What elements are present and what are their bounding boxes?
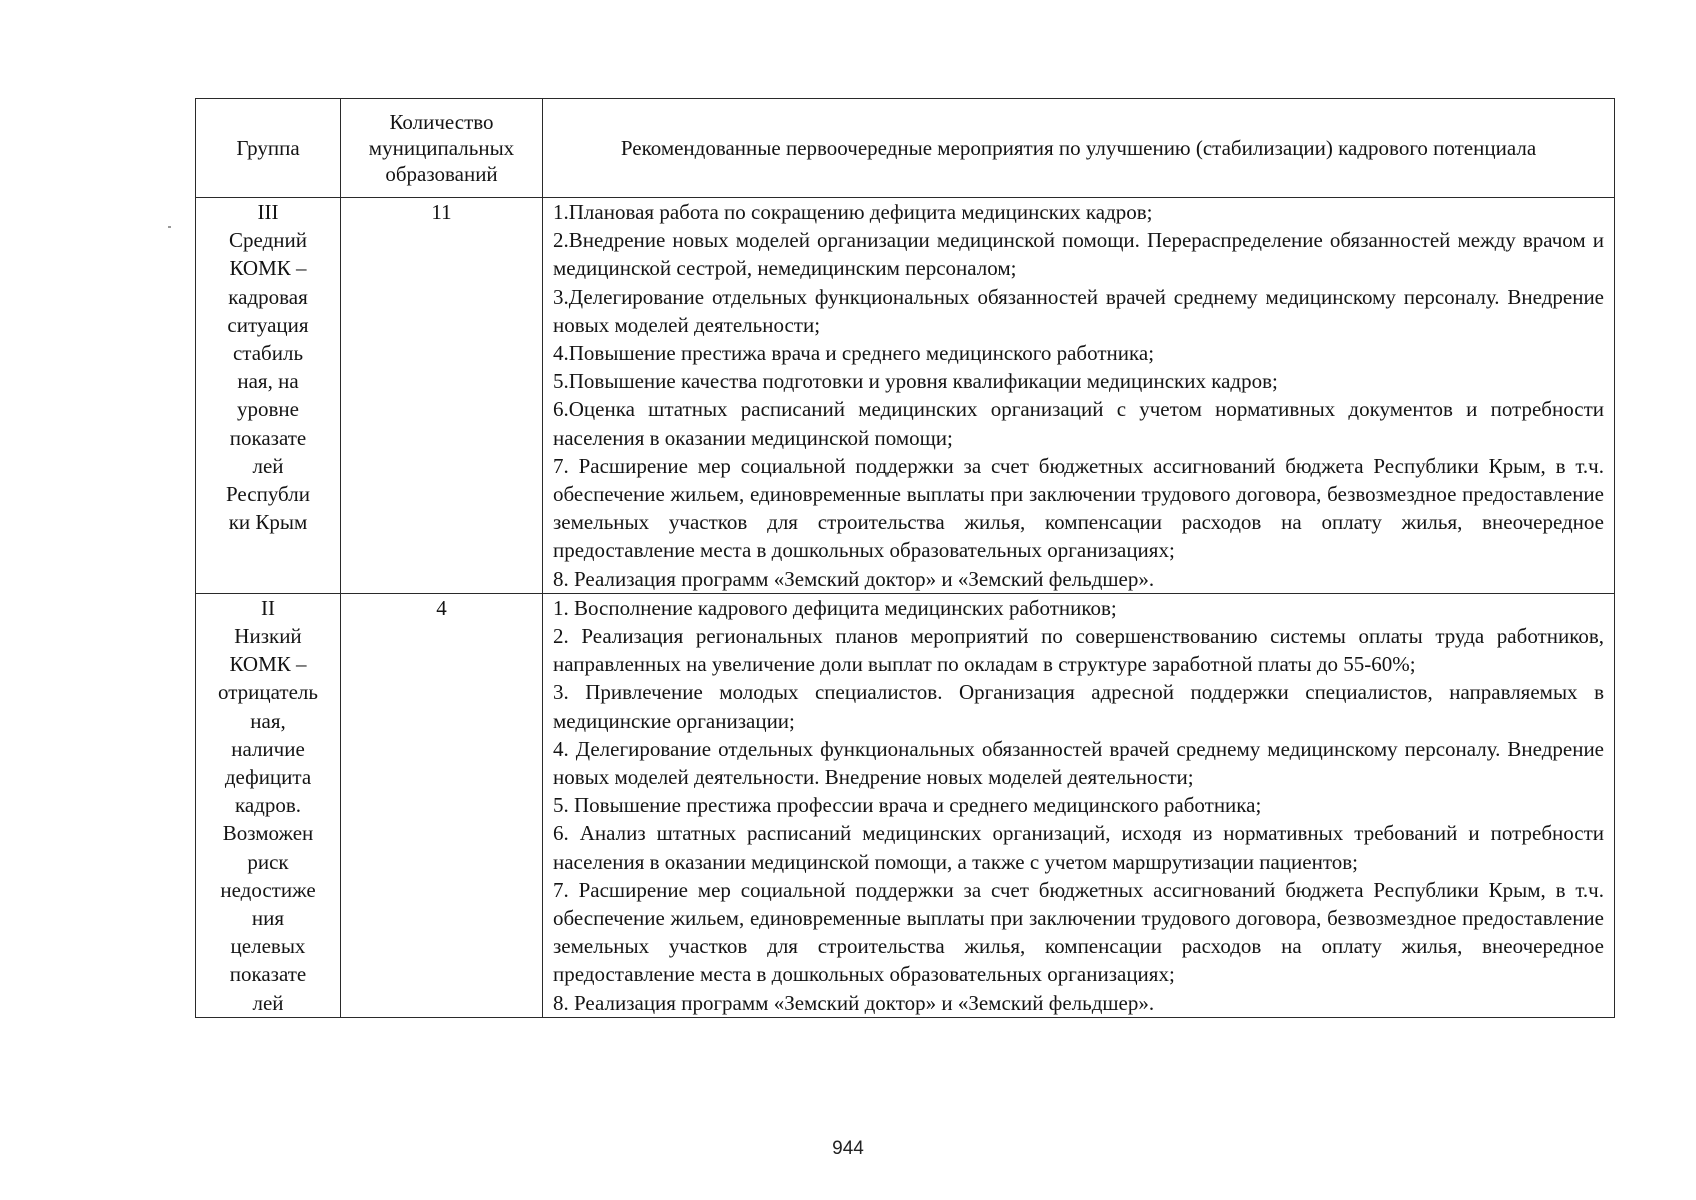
group-line: ситуация — [227, 312, 309, 337]
table-row — [196, 198, 1615, 594]
measure-item: 1.Плановая работа по сокращению дефицита медицинских кадров; — [553, 200, 1153, 224]
table-body — [196, 198, 1615, 1018]
table-row — [196, 593, 1615, 1017]
group-line: Средний — [229, 228, 307, 253]
measures-cell — [543, 198, 1615, 594]
measure-item: 8. Реализация программ «Земский доктор» и «Земский фельдшер». — [553, 990, 1155, 1015]
group-line: Возможен — [222, 821, 314, 846]
measure-item: 1. Восполнение кадрового дефицита медицинских работников; — [553, 595, 1117, 620]
measures-cell — [543, 593, 1615, 1017]
page-number: 944 — [832, 1138, 864, 1159]
measure-item: 8. Реализация программ «Земский доктор» и «Земский фельдшер». — [553, 566, 1155, 591]
header-group: Группа — [196, 99, 341, 198]
group-line: ная, на — [237, 369, 299, 394]
group-line: II — [261, 595, 275, 620]
group-line: Низкий — [234, 624, 302, 649]
measure-item: 3.Делегирование отдельных функциональных обязанностей врачей среднему медицинскому персоналу. Внедрение новых моделей деятельности; — [553, 284, 1604, 337]
measure-item: 3. Привлечение молодых специалистов. Организация адресной поддержки специалистов, направляемых в медицинские организации; — [553, 680, 1604, 733]
group-line: наличие — [231, 736, 305, 761]
group-line: КОМК – — [229, 256, 307, 281]
measure-item: 5. Повышение престижа профессии врача и среднего медицинского работника; — [553, 793, 1262, 818]
measure-item: 7. Расширение мер социальной поддержки за счет бюджетных ассигнований бюджета Республики Крым, в т.ч. обеспечение жильем, единовременные выплаты при заключении трудового договора, безвозмездное предоставление земельных участков для строительства жилья, компенсации расходов на оплату жилья, внеочередное предоставление места в дошкольных образовательных организациях; — [553, 877, 1604, 987]
group-line: ния — [251, 906, 285, 931]
group-line: риск — [247, 849, 289, 874]
measure-item: 4.Повышение престижа врача и среднего медицинского работника; — [553, 341, 1155, 366]
header-measures: Рекомендованные первоочередные мероприятия по улучшению (стабилизации) кадрового потенциала — [543, 99, 1615, 198]
group-line: лей — [252, 990, 284, 1015]
group-line: кадров. — [234, 793, 302, 818]
group-line: целевых — [230, 934, 306, 959]
header-count: Количество муниципальных образований — [341, 99, 543, 198]
group-line: кадровая — [228, 284, 308, 309]
measure-item: 5.Повышение качества подготовки и уровня квалификации медицинских кадров; — [553, 369, 1278, 394]
measure-item: 2.Внедрение новых моделей организации медицинской помощи. Перераспределение обязанностей между врачом и медицинской сестрой, немедицинским персоналом; — [553, 228, 1604, 281]
group-line: уровне — [237, 397, 299, 422]
group-cell — [196, 198, 341, 594]
count-cell: 4 — [341, 593, 543, 1017]
measure-item: 2. Реализация региональных планов мероприятий по совершенствованию системы оплаты труда работников, направленных на увеличение доли выплат по окладам в структуре заработной платы до 55-60%; — [553, 624, 1604, 677]
group-line: показате — [229, 425, 307, 450]
measure-item: 7. Расширение мер социальной поддержки за счет бюджетных ассигнований бюджета Республики Крым, в т.ч. обеспечение жильем, единовременные выплаты при заключении трудового договора, безвозмездное предоставление земельных участков для строительства жилья, компенсации расходов на оплату жилья, внеочередное предоставление места в дошкольных образовательных организациях; — [553, 453, 1604, 563]
group-line: КОМК – — [229, 652, 307, 677]
measure-item: 6. Анализ штатных расписаний медицинских организаций, исходя из нормативных требований и потребности населения в оказании медицинской помощи, а также с учетом маршрутизации пациентов; — [553, 821, 1604, 874]
group-line: Республи — [226, 482, 310, 507]
group-line: лей — [252, 453, 284, 478]
group-line: показате — [229, 962, 307, 987]
count-cell: 11 — [341, 198, 543, 594]
measure-item: 4. Делегирование отдельных функциональных обязанностей врачей среднему медицинскому персоналу. Внедрение новых моделей деятельности. Внедрение новых моделей деятельности; — [553, 736, 1604, 790]
table-header-row — [196, 99, 1615, 198]
group-line: дефицита — [224, 765, 312, 790]
group-line: недостиже — [220, 877, 316, 902]
group-line: ная, — [250, 708, 286, 733]
group-line: отрицатель — [218, 680, 318, 705]
group-cell — [196, 593, 341, 1017]
measures-table — [195, 98, 1615, 1018]
group-line: стабиль — [232, 341, 304, 366]
measure-item: 6.Оценка штатных расписаний медицинских организаций с учетом нормативных документов и потребности населения в оказании медицинской помощи; — [553, 397, 1604, 450]
scan-margin-mark — [168, 226, 171, 228]
group-line: ки Крым — [228, 510, 308, 535]
group-line: III — [257, 200, 279, 224]
